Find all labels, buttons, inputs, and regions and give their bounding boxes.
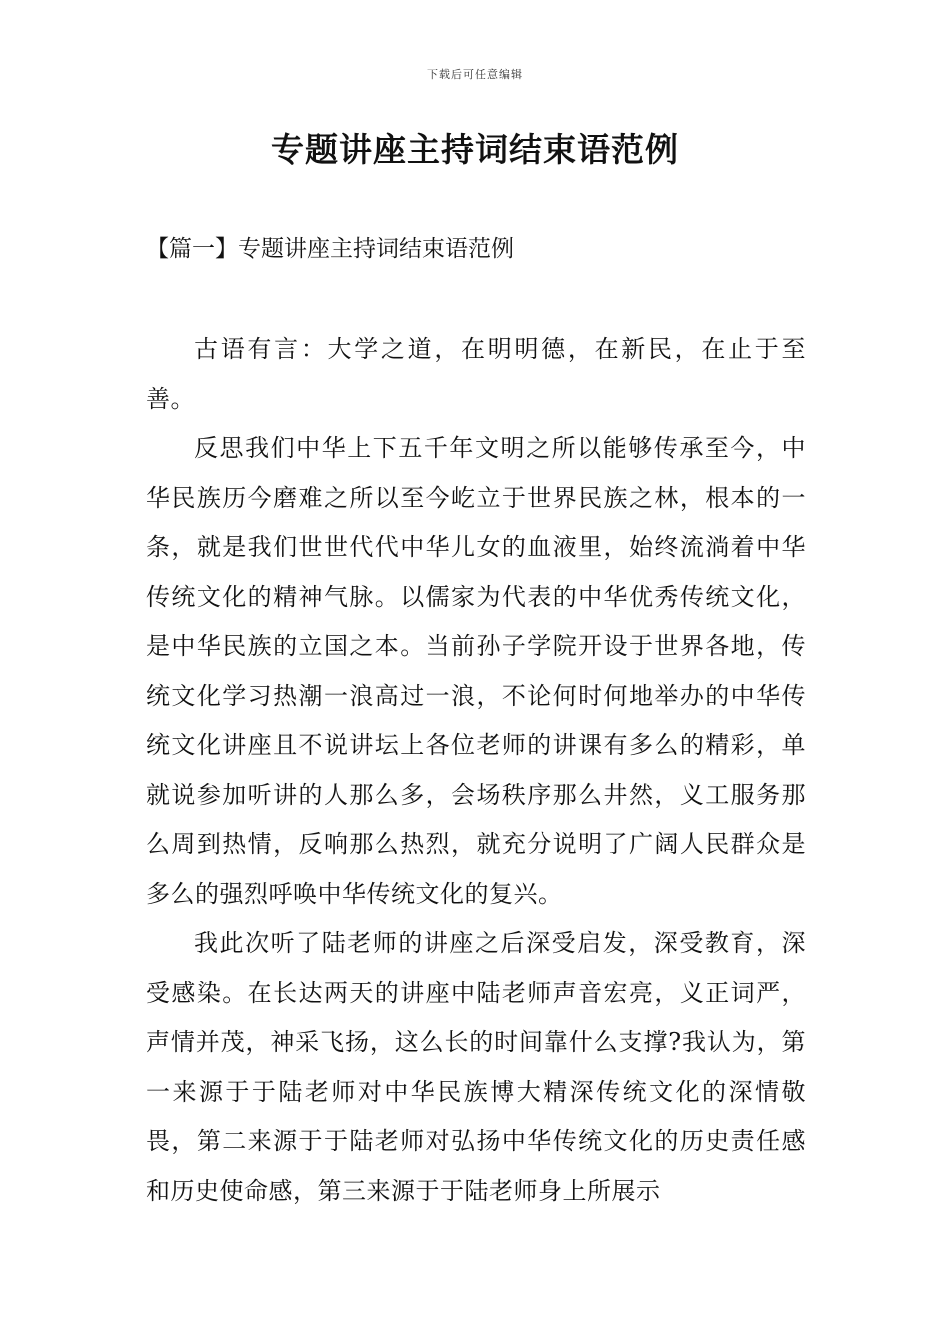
document-body [146,325,806,1216]
header-note: 下载后可任意编辑 [427,68,523,81]
section-heading: 【篇一】专题讲座主持词结束语范例 [146,236,514,262]
document-title: 专题讲座主持词结束语范例 [271,130,679,169]
paragraph-2: 反思我们中华上下五千年文明之所以能够传承至今，中华民族历今磨难之所以至今屹立于世界民族之林，根本的一条，就是我们世世代代中华儿女的血液里，始终流淌着中华传统文化的精神气脉。以儒家为代表的中华优秀传统文化，是中华民族的立国之本。当前孙子学院开设于世界各地，传统文化学习热潮一浪高过一浪，不论何时何地举办的中华传统文化讲座且不说讲坛上各位老师的讲课有多么的精彩，单就说参加听讲的人那么多，会场秩序那么井然，义工服务那么周到热情，反响那么热烈，就充分说明了广阔人民群众是多么的强烈呼唤中华传统文化的复兴。 [146,434,806,908]
paragraph-1: 古语有言：大学之道，在明明德，在新民，在止于至善。 [146,335,806,413]
paragraph-3: 我此次听了陆老师的讲座之后深受启发，深受教育，深受感染。在长达两天的讲座中陆老师声音宏亮，义正词严，声情并茂，神采飞扬，这么长的时间靠什么支撑?我认为，第一来源于于陆老师对中华民族博大精深传统文化的深情敬畏，第二来源于于陆老师对弘扬中华传统文化的历史责任感和历史使命感，第三来源于于陆老师身上所展示 [146,929,806,1205]
